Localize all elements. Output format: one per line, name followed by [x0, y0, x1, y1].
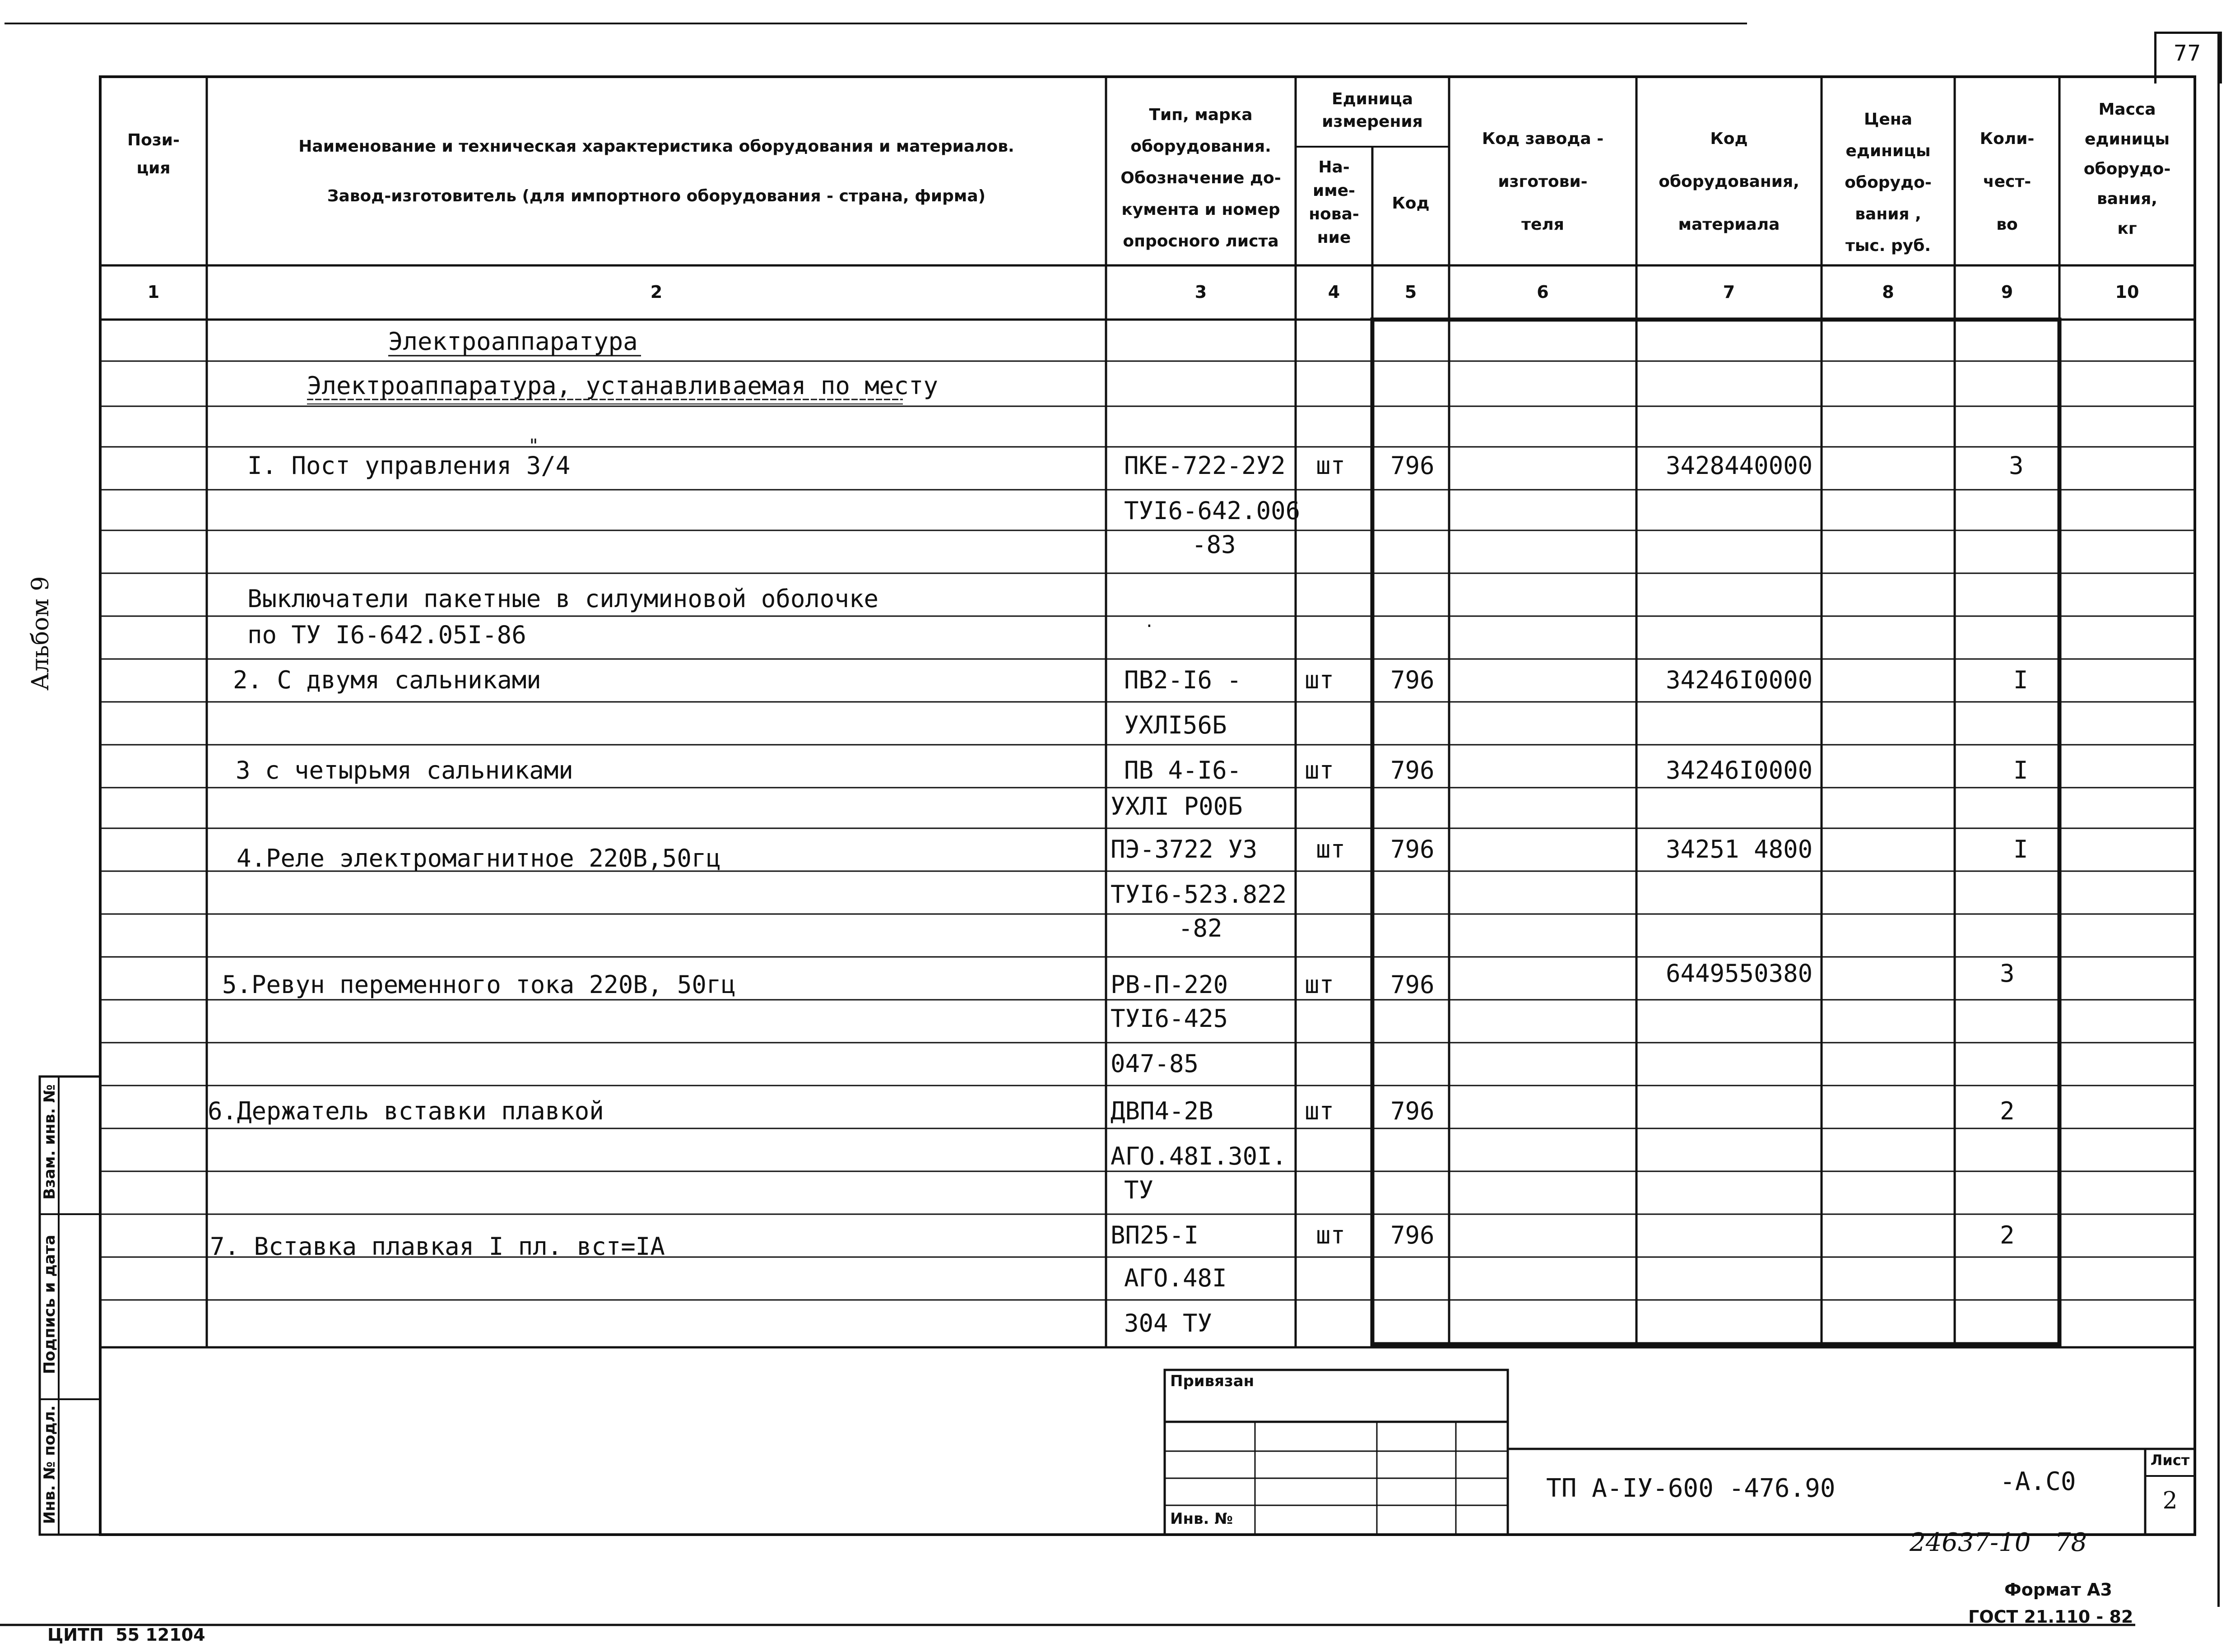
header-line: единицы	[2084, 130, 2170, 148]
header-line: оборудо-	[1845, 173, 1932, 192]
item-equipment-code: 3428440000	[1666, 451, 1813, 480]
item-type: УХЛI56Б	[1124, 711, 1227, 739]
header-line: Тип, марка	[1149, 106, 1253, 124]
item-name-mark: "	[528, 436, 539, 456]
doc-code: ТП А-IУ-600 -476.90	[1546, 1474, 1836, 1503]
doc-suffix: -А.С0	[2000, 1467, 2076, 1496]
item-type: -83	[1192, 530, 1236, 559]
header-line: ция	[136, 159, 171, 177]
citp-label: ЦИТП 55 12104	[47, 1625, 205, 1645]
item-code: 796	[1390, 666, 1435, 694]
item-unit: шт	[1316, 1221, 1346, 1249]
header-line: кумента и номер	[1121, 200, 1280, 219]
item-type: АГО.48I.30I.	[1111, 1142, 1287, 1170]
album-label: Альбом 9	[27, 576, 54, 691]
section-subtitle: Электроаппаратура, устанавливаемая по месту	[307, 371, 938, 400]
group-title: Выключатели пакетные в силуминовой оболочке	[247, 585, 878, 613]
group-title: по ТУ I6-642.05I-86	[247, 621, 526, 649]
header-line: Коли-	[1980, 130, 2035, 148]
item-type: РВ-П-220	[1111, 970, 1228, 999]
item-name: 5.Ревун переменного тока 220В, 50гц	[222, 970, 736, 999]
item-name: 4.Реле электромагнитное 220В,50гц	[237, 844, 721, 872]
header-unit	[1296, 88, 1449, 133]
header-line: вания,	[2097, 190, 2157, 208]
item-unit: шт	[1305, 1097, 1334, 1125]
header-line: измерения	[1322, 112, 1423, 131]
item-code: 796	[1390, 451, 1435, 480]
header-line: ние	[1317, 228, 1351, 247]
item-equipment-code: 34251 4800	[1666, 835, 1813, 863]
header-line: Завод-изготовитель (для импортного оборудования - страна, фирма)	[327, 187, 986, 205]
item-type: -82	[1178, 914, 1222, 942]
col-number: 4	[1328, 282, 1340, 302]
header-line: Код завода -	[1482, 130, 1604, 148]
item-unit: шт	[1305, 666, 1334, 694]
header-line: Масса	[2098, 100, 2156, 119]
item-name: 3 с четырьмя сальниками	[236, 756, 573, 784]
item-equipment-code: 34246I0000	[1666, 666, 1813, 694]
header-line: оборудования.	[1130, 137, 1271, 156]
item-name: 2. С двумя сальниками	[233, 666, 541, 694]
format-label: Формат А3	[2004, 1580, 2112, 1600]
header-line: На-	[1318, 158, 1350, 176]
header-line: оборудования,	[1659, 172, 1799, 191]
sheet-number: 2	[2162, 1487, 2178, 1514]
item-type: УХЛI Р00Б	[1111, 792, 1243, 821]
header-line: единицы	[1845, 142, 1931, 160]
header-line: Код	[1710, 130, 1748, 148]
col-number: 7	[1723, 282, 1735, 302]
sheet-label: Лист	[2150, 1452, 2190, 1469]
item-type: ПВ2-I6 -	[1124, 666, 1242, 694]
col-number: 5	[1404, 282, 1417, 302]
header-line: нова-	[1309, 205, 1359, 223]
item-type: ПВ 4-I6-	[1124, 756, 1242, 784]
header-quantity	[1955, 117, 2059, 246]
header-name	[207, 122, 1106, 221]
item-type: ТУI6-642.006	[1124, 497, 1301, 525]
item-type: АГО.48I	[1124, 1264, 1227, 1292]
header-position	[100, 126, 207, 182]
item-quantity: 2	[2000, 1097, 2015, 1125]
stamp-inv-no: Инв. №	[1170, 1510, 1233, 1528]
item-type: ПКЕ-722-2У2	[1124, 451, 1286, 480]
item-quantity: I	[2013, 666, 2028, 694]
header-line: оборудо-	[2083, 160, 2171, 178]
header-line: материала	[1678, 215, 1780, 234]
col-number: 1	[147, 282, 160, 302]
section-title: Электроаппаратура	[388, 327, 638, 356]
group-dot: ·	[1144, 617, 1154, 636]
item-name: 6.Держатель вставки плавкой	[208, 1097, 604, 1125]
item-type: 304 ТУ	[1124, 1309, 1213, 1337]
item-quantity: 2	[2000, 1221, 2015, 1249]
item-equipment-code: 34246I0000	[1666, 756, 1813, 784]
header-line: изготови-	[1498, 172, 1588, 191]
item-unit: шт	[1305, 756, 1334, 784]
item-unit: шт	[1316, 835, 1346, 863]
side-vzam: Взам. инв. №	[41, 1084, 59, 1200]
header-line: теля	[1521, 215, 1564, 234]
side-inv: Инв. № подл.	[41, 1405, 59, 1524]
item-unit: шт	[1305, 970, 1334, 999]
header-line: вания ,	[1855, 205, 1921, 223]
item-name: I. Пост управления 3/4	[247, 451, 571, 480]
header-line: Единица	[1332, 90, 1413, 108]
item-code: 796	[1390, 756, 1435, 784]
col-number: 10	[2115, 282, 2139, 302]
item-type: ТУI6-523.822	[1111, 880, 1287, 909]
item-type: ДВП4-2В	[1111, 1097, 1213, 1125]
header-equipment-code	[1636, 117, 1822, 246]
header-unit-code: Код	[1392, 194, 1430, 213]
item-unit: шт	[1316, 451, 1346, 480]
header-line: име-	[1312, 181, 1355, 200]
header-line: чест-	[1983, 172, 2031, 191]
item-name: 7. Вставка плавкая I пл. вст=IА	[210, 1232, 665, 1261]
handwritten-number: 24637-10 78	[1910, 1528, 2087, 1557]
header-line: Пози-	[127, 131, 180, 149]
item-equipment-code: 6449550380	[1666, 959, 1813, 988]
header-line: тыс. руб.	[1845, 237, 1931, 255]
page-number: 77	[2173, 41, 2201, 66]
item-code: 796	[1390, 835, 1435, 863]
header-unit-name	[1296, 156, 1372, 250]
item-type: 047-85	[1111, 1049, 1199, 1078]
col-number: 9	[2001, 282, 2013, 302]
header-line: опросного листа	[1123, 232, 1279, 251]
item-quantity: 3	[2000, 959, 2015, 988]
item-type: ТУI6-425	[1111, 1004, 1228, 1033]
header-price	[1822, 104, 1955, 262]
col-number: 2	[650, 282, 663, 302]
header-line: Обозначение до-	[1120, 169, 1281, 187]
item-quantity: 3	[2009, 451, 2024, 480]
col-number: 6	[1537, 282, 1549, 302]
side-podpis: Подпись и дата	[41, 1234, 59, 1374]
item-type: ВП25-I	[1111, 1221, 1199, 1249]
item-quantity: I	[2013, 756, 2028, 784]
header-line: Цена	[1864, 110, 1912, 129]
item-code: 796	[1390, 1221, 1435, 1249]
item-quantity: I	[2013, 835, 2028, 863]
col-number: 3	[1194, 282, 1207, 302]
item-code: 796	[1390, 970, 1435, 999]
gost-label: ГОСТ 21.110 - 82	[1968, 1607, 2133, 1627]
header-line: кг	[2117, 219, 2137, 238]
stamp-privyazan: Привязан	[1170, 1372, 1255, 1390]
item-type: ТУ	[1124, 1176, 1154, 1204]
header-type	[1106, 99, 1296, 257]
col-number: 8	[1882, 282, 1894, 302]
header-mass	[2059, 95, 2195, 244]
header-line: во	[1996, 215, 2018, 234]
header-line: Наименование и техническая характеристика оборудования и материалов.	[298, 137, 1014, 156]
item-type: ПЭ-3722 У3	[1111, 835, 1258, 863]
header-plant-code	[1449, 117, 1636, 246]
item-code: 796	[1390, 1097, 1435, 1125]
